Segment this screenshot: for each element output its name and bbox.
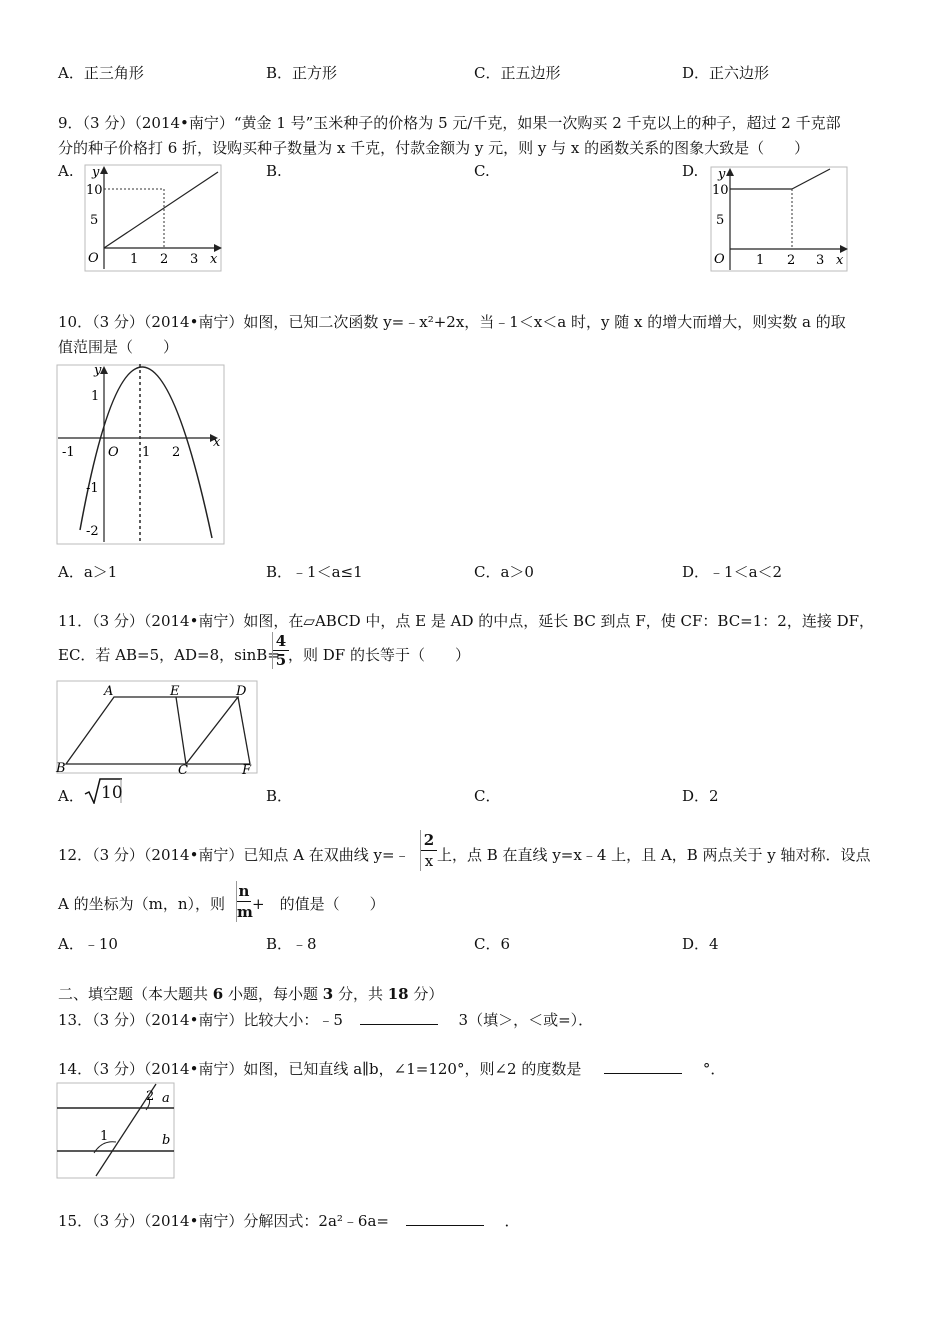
q15-stem-post: ．: [504, 1212, 520, 1230]
q9d-tick-x3: 3: [816, 253, 825, 268]
q8-option-b: B．正方形: [266, 64, 338, 82]
q12-stem-line1a: 12．（3 分）（2014•南宁）已知点 A 在双曲线 y=﹣: [58, 846, 410, 864]
q14-line: [58, 1058, 725, 1079]
q14-parallel-lines-figure: [56, 1082, 176, 1180]
q10-option-b: B．﹣1＜a≤1: [266, 563, 363, 581]
q9-option-c: C.: [474, 162, 490, 180]
q11-frac-den: 5: [275, 651, 287, 669]
section-2-count: 6: [212, 985, 224, 1003]
q12-stem-line2b: + 的值是（ ）: [252, 895, 385, 913]
q10-tick-x2: 2: [172, 445, 181, 460]
q9a-x-label: x: [210, 252, 218, 267]
q10-tick-y1: 1: [91, 389, 100, 404]
q11-parallelogram-figure: [56, 680, 260, 776]
q9d-tick-x2: 2: [787, 253, 796, 268]
q8-option-d: D．正六边形: [682, 64, 770, 82]
q12-frac2-den: m: [237, 903, 253, 921]
q10-option-d: D．﹣1＜a＜2: [682, 563, 783, 581]
q9d-tick-x1: 1: [756, 253, 765, 268]
q11-stem-line1: 11．（3 分）（2014•南宁）如图，在▱ABCD 中，点 E 是 AD 的中点，延长 BC 到点 F，使 CF：BC=1：2，连接 DF，: [58, 612, 875, 630]
q12-hyperbola-fraction: [420, 830, 437, 871]
section-2-heading: [58, 983, 443, 1004]
q15-answer-blank[interactable]: [406, 1211, 484, 1226]
q9a-tick-5: 5: [90, 213, 99, 228]
q12-option-b: B．﹣8: [266, 935, 317, 953]
q12-frac2-num: n: [238, 882, 250, 900]
q9-option-d: D.: [682, 162, 699, 180]
q8-option-c: C．正五边形: [474, 64, 561, 82]
section-2-text-post: 分）: [408, 985, 444, 1003]
q14-answer-blank[interactable]: [604, 1059, 682, 1074]
q9-graph-a: [84, 164, 224, 274]
q11-label-f: F: [242, 763, 252, 778]
q15-stem-pre: 15．（3 分）（2014•南宁）分解因式：2a²﹣6a=: [58, 1212, 389, 1230]
q10-y-label: y: [94, 363, 102, 378]
q11-label-d: D: [236, 684, 247, 699]
q13-line: [58, 1009, 593, 1030]
q11-option-d: D．2: [682, 787, 719, 805]
q9a-tick-x3: 3: [190, 252, 199, 267]
q9a-tick-10: 10: [86, 183, 103, 198]
q11-stem-line2a: EC．若 AB=5，AD=8，sinB=: [58, 646, 280, 664]
q9a-tick-x2: 2: [160, 252, 169, 267]
q15-line: [58, 1210, 520, 1231]
q11-option-a: A．: [58, 787, 84, 805]
q9-option-a: A.: [58, 162, 74, 180]
q11-option-c: C．: [474, 787, 501, 805]
q14-angle-1-label: 1: [100, 1129, 109, 1144]
q11-label-c: C: [178, 763, 188, 778]
q11-stem-line2b: ，则 DF 的长等于（ ）: [288, 646, 470, 664]
q13-answer-blank[interactable]: [360, 1010, 438, 1025]
q14-line-b-label: b: [162, 1133, 171, 1148]
section-2-text-pre: 二、填空题（本大题共: [58, 985, 213, 1003]
q9-stem-line1: 9．（3 分）（2014•南宁）“黄金 1 号”玉米种子的价格为 5 元/千克，如果一次购买 2 千克以上的种子，超过 2 千克部: [58, 114, 841, 132]
section-2-text-mid2: 分，共: [333, 985, 388, 1003]
q10-tick-ym1: -1: [86, 481, 99, 496]
q10-stem-line1: 10．（3 分）（2014•南宁）如图，已知二次函数 y=﹣x²+2x，当﹣1＜x＜a 时，y 随 x 的增大而增大，则实数 a 的取: [58, 313, 846, 331]
q14-stem-post: °．: [702, 1060, 726, 1078]
q10-origin: O: [108, 445, 119, 460]
q8-option-a: A．正三角形: [58, 64, 144, 82]
q9-graph-d: [710, 166, 850, 274]
q14-angle-2-label: 2: [146, 1089, 155, 1104]
q9-option-b: B.: [266, 162, 282, 180]
q12-option-c: C．6: [474, 935, 511, 953]
q9a-y-label: y: [92, 165, 100, 180]
q12-stem-line2a: A 的坐标为（m，n），则: [58, 895, 225, 913]
q12-stem-line1b: 上，点 B 在直线 y=x﹣4 上，且 A，B 两点关于 y 轴对称．设点: [437, 846, 871, 864]
q14-line-a-label: a: [162, 1091, 170, 1106]
q13-stem-pre: 13．（3 分）（2014•南宁）比较大小：﹣5: [58, 1011, 343, 1029]
section-2-text-mid1: 小题，每小题: [223, 985, 323, 1003]
q11-option-a-radicand: 10: [101, 783, 123, 803]
q11-label-a: A: [104, 684, 114, 699]
q9a-origin: O: [88, 251, 99, 266]
q10-option-a: A．a＞1: [58, 563, 118, 581]
q11-label-b: B: [56, 761, 66, 776]
q10-option-c: C．a＞0: [474, 563, 534, 581]
q12-option-d: D．4: [682, 935, 719, 953]
q9a-tick-x1: 1: [130, 252, 139, 267]
q12-option-a: A．﹣10: [58, 935, 118, 953]
q9d-tick-10: 10: [712, 183, 729, 198]
q9d-tick-5: 5: [716, 213, 725, 228]
q14-stem-pre: 14．（3 分）（2014•南宁）如图，已知直线 a∥b，∠1=120°，则∠2 的度数是: [58, 1060, 582, 1078]
q11-option-b: B．: [266, 787, 293, 805]
q10-tick-ym2: -2: [86, 524, 99, 539]
q12-frac1-den: x: [424, 852, 434, 870]
q13-stem-post: 3（填＞，＜或=）．: [458, 1011, 594, 1029]
q10-parabola-graph: [56, 364, 226, 546]
q11-label-e: E: [170, 684, 180, 699]
q10-tick-xm1: -1: [62, 445, 75, 460]
q9-stem-line2: 分的种子价格打 6 折，设购买种子数量为 x 千克，付款金额为 y 元，则 y 与 x 的函数关系的图象大致是（ ）: [58, 139, 810, 157]
q11-frac-num: 4: [273, 632, 289, 651]
q12-frac1-num: 2: [421, 830, 437, 851]
section-2-points-each: 3: [322, 985, 334, 1003]
q9d-x-label: x: [836, 253, 844, 268]
q9d-y-label: y: [718, 167, 726, 182]
q10-tick-x1: 1: [142, 445, 151, 460]
section-2-points-total: 18: [387, 985, 409, 1003]
q10-x-label: x: [213, 435, 221, 450]
q9d-origin: O: [714, 252, 725, 267]
q11-sinb-fraction: [272, 632, 289, 669]
q12-expression-fraction: [236, 881, 251, 922]
q10-stem-line2: 值范围是（ ）: [58, 338, 179, 356]
